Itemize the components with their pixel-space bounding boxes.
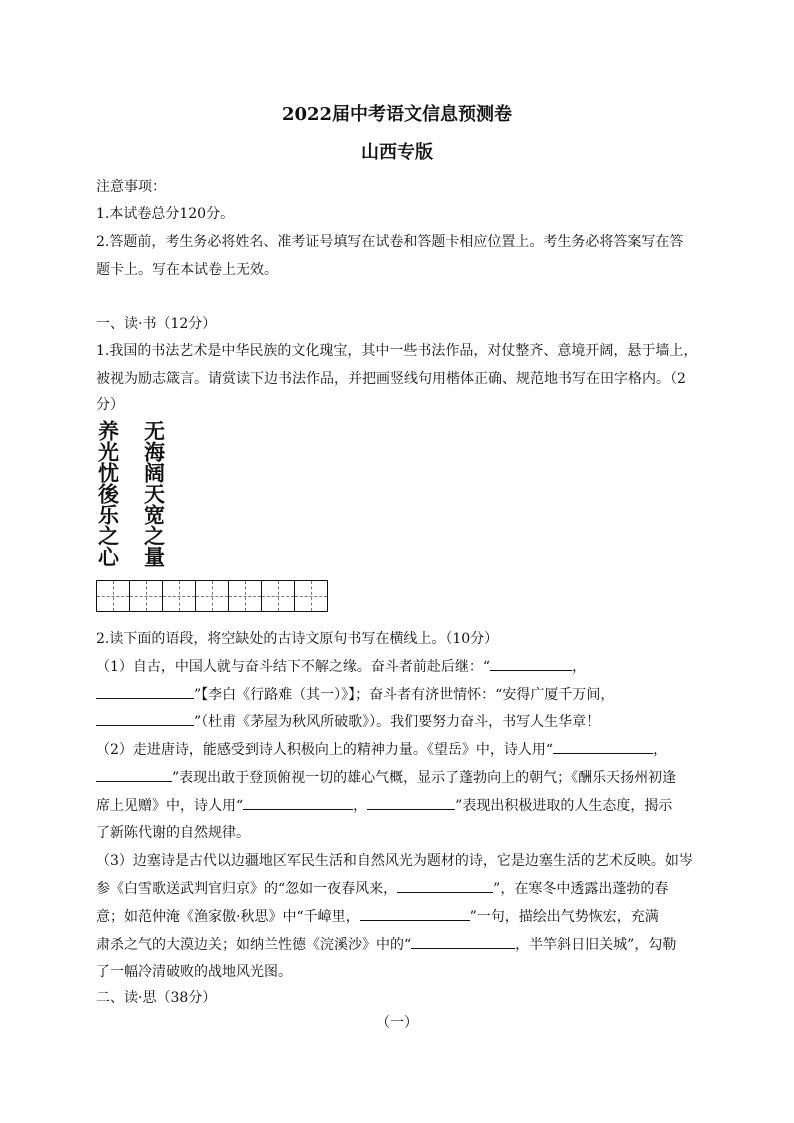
- p3-text: ”一句，描绘出气势恢宏，充满: [469, 909, 659, 925]
- p2-text: 席上见赠》中，诗人用“: [96, 798, 244, 814]
- p3-line-2: [96, 878, 668, 898]
- p2-comma: ，: [653, 742, 668, 758]
- p1-text: ”（杜甫《茅屋为秋风所破歌》）。我们要努力奋斗，书写人生华章！: [194, 714, 601, 730]
- p3-text: 参《白雪歌送武判官归京》的“忽如一夜春风来，: [96, 881, 398, 897]
- notes-item-1: 1.本试卷总分120分。: [96, 206, 235, 222]
- answer-blank[interactable]: [96, 711, 194, 726]
- p1-line-1: [96, 656, 586, 676]
- answer-blank[interactable]: [360, 906, 470, 921]
- page-number: （一）: [376, 1015, 418, 1031]
- grid-cell[interactable]: [97, 581, 130, 611]
- p2-text: ”表现出积极进取的人生态度，揭示: [455, 798, 673, 814]
- calligraphy-left-column: 养光忧後乐之心: [95, 420, 121, 567]
- p1-comma: ，: [572, 659, 587, 675]
- answer-blank[interactable]: [411, 934, 515, 949]
- p1-text: （1）自古，中国人就与奋斗结下不解之缘。奋斗者前赴后继：“: [96, 659, 491, 675]
- p2-line-1: [96, 739, 667, 759]
- answer-blank[interactable]: [243, 795, 353, 810]
- p3-line-1: （3）边塞诗是古代以边疆地区军民生活和自然风光为题材的诗，它是边塞生活的艺术反映。如岑: [96, 853, 693, 869]
- grid-cell[interactable]: [196, 581, 229, 611]
- p3-line-4: [96, 934, 676, 954]
- answer-blank[interactable]: [367, 795, 455, 810]
- exam-subtitle: 山西专版: [361, 142, 433, 163]
- answer-blank[interactable]: [490, 656, 572, 671]
- p3-text: 意；如范仲淹《渔家傲·秋思》中“千嶂里，: [96, 909, 360, 925]
- answer-blank[interactable]: [397, 878, 493, 893]
- notes-item-2a: 2.答题前，考生务必将姓名、准考证号填写在试卷和答题卡相应位置上。考生务必将答案写在答: [96, 234, 684, 250]
- notes-heading: 注意事项：: [96, 179, 166, 195]
- p3-text: ，半竿斜日旧关城”，勾勒: [515, 937, 677, 953]
- p3-line-5: 了一幅冷清破败的战地风光图。: [96, 964, 292, 980]
- tianzige-writing-grid[interactable]: [96, 580, 328, 612]
- p2-line-4: 了新陈代谢的自然规律。: [96, 825, 250, 841]
- notes-item-2b: 题卡上。写在本试卷上无效。: [96, 262, 278, 278]
- answer-blank[interactable]: [96, 684, 194, 699]
- answer-blank[interactable]: [96, 767, 172, 782]
- p1-line-2: [96, 684, 614, 704]
- p2-text: ”表现出敢于登顶俯视一切的雄心气概，显示了蓬勃向上的朝气；《酬乐天扬州初逢: [172, 770, 677, 786]
- p2-line-3: [96, 795, 672, 815]
- p3-text: 肃杀之气的大漠边关；如纳兰性德《浣溪沙》中的“: [96, 937, 412, 953]
- q1-line-2: 被视为励志箴言。请赏读下边书法作品，并把画竖线句用楷体正确、规范地书写在田字格内。（2: [96, 371, 686, 387]
- grid-cell[interactable]: [262, 581, 295, 611]
- grid-cell[interactable]: [163, 581, 196, 611]
- section2-heading: 二、读·思（38分）: [96, 990, 217, 1006]
- q2-heading: 2.读下面的语段，将空缺处的古诗文原句书写在横线上。（10分）: [96, 631, 499, 647]
- exam-title: 2022届中考语文信息预测卷: [281, 104, 513, 125]
- p2-line-2: [96, 767, 676, 787]
- q1-line-1: 1.我国的书法艺术是中华民族的文化瑰宝，其中一些书法作品，对仗整齐、意境开阔，悬于墙上，: [96, 343, 698, 359]
- q1-line-3: 分）: [96, 397, 124, 413]
- answer-blank[interactable]: [553, 739, 653, 754]
- p1-line-3: [96, 711, 600, 731]
- grid-cell[interactable]: [295, 581, 327, 611]
- p3-line-3: [96, 906, 659, 926]
- calligraphy-right-column: 无海阔天宽之量: [141, 420, 167, 567]
- p1-text: ”【李白《行路难（其一）》】；奋斗者有济世情怀：“安得广厦千万间，: [194, 687, 615, 703]
- p2-text: ，: [353, 798, 368, 814]
- grid-cell[interactable]: [130, 581, 163, 611]
- p3-text: ”，在寒冬中透露出蓬勃的春: [493, 881, 669, 897]
- section1-heading: 一、读·书（12分）: [96, 316, 217, 332]
- grid-cell[interactable]: [229, 581, 262, 611]
- p2-text: （2）走进唐诗，能感受到诗人积极向上的精神力量。《望岳》中，诗人用“: [96, 742, 554, 758]
